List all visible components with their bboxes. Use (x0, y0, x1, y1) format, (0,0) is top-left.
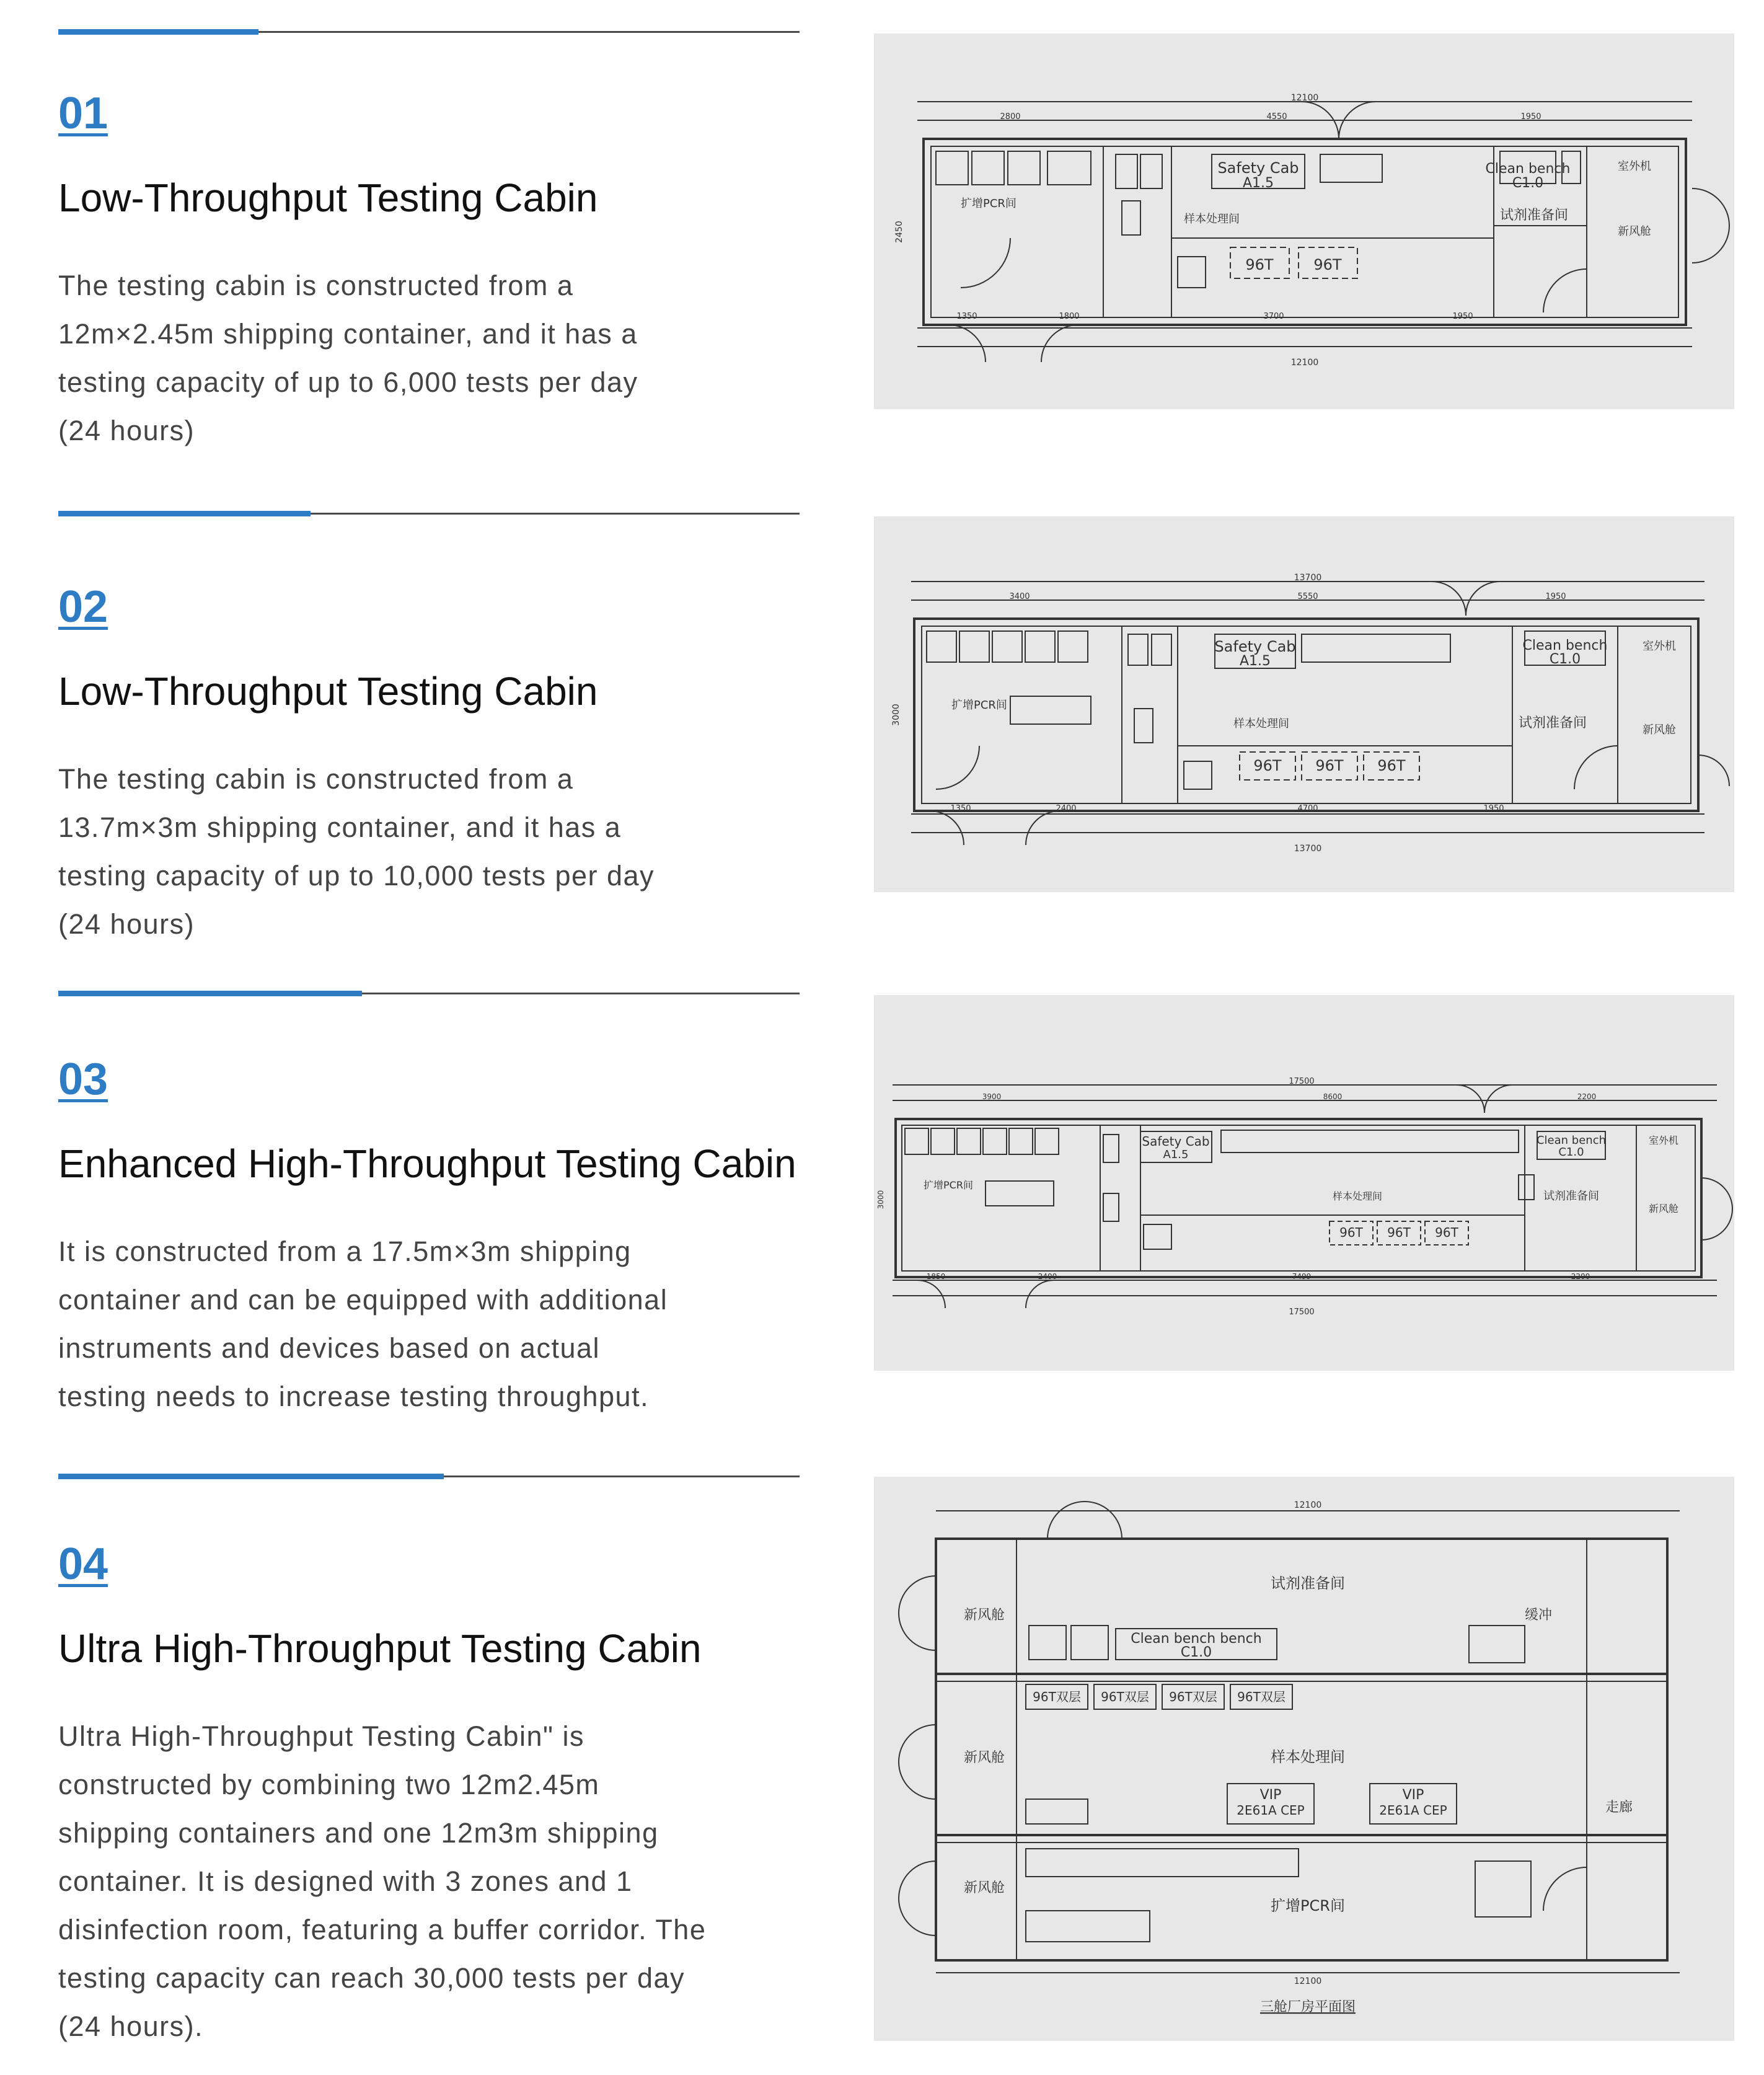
plan-label: 室外机 (1649, 1135, 1679, 1146)
description-line: (24 hours) (58, 908, 195, 940)
description-line: constructed by combining two 12m2.45m (58, 1769, 600, 1800)
description-line: testing capacity of up to 10,000 tests per day (58, 860, 655, 891)
plan-label: 96T (1435, 1225, 1458, 1240)
plan-dimension: 1800 (1059, 312, 1080, 321)
plan-label: 96T (1387, 1225, 1411, 1240)
plan-label: 新风舱 (1643, 723, 1676, 737)
plan-label: 2E61A CEP (1379, 1803, 1447, 1818)
plan-label: C1.0 (1180, 1645, 1212, 1660)
divider-accent (58, 29, 258, 35)
plan-label: 新风舱 (964, 1750, 1005, 1766)
section-number: 01 (58, 89, 108, 138)
plan-label: C1.0 (1512, 175, 1544, 191)
description-line: 12m×2.45m shipping container, and it has a (58, 318, 638, 350)
section-description (58, 1228, 740, 1421)
description-line: (24 hours) (58, 415, 195, 446)
plan-label: 走廊 (1605, 1800, 1633, 1815)
floor-plan-drawing (874, 1477, 1734, 2041)
plan-label: 96T双层 (1101, 1689, 1149, 1704)
plan-label: 试剂准备间 (1519, 715, 1587, 731)
plan-label: Safety Cab (1214, 638, 1296, 655)
plan-dimension: 13700 (1294, 573, 1322, 583)
plan-label: 96T (1315, 757, 1344, 774)
description-line: container. It is designed with 3 zones and 1 (58, 1865, 633, 1897)
floor-plan-drawing (874, 516, 1734, 892)
description-line: shipping containers and one 12m3m shipping (58, 1817, 659, 1849)
description-line: testing capacity can reach 30,000 tests per day (58, 1962, 686, 1994)
plan-label: VIP (1402, 1787, 1424, 1803)
plan-label: 样本处理间 (1333, 1190, 1383, 1202)
plan-dimension: 2200 (1571, 1272, 1590, 1281)
plan-label: 96T (1253, 757, 1282, 774)
plan-label: 室外机 (1643, 640, 1676, 653)
section-description (58, 262, 740, 455)
plan-label: 96T双层 (1169, 1689, 1217, 1704)
section-divider (58, 993, 800, 994)
description-line: Ultra High-Throughput Testing Cabin" is (58, 1720, 585, 1752)
description-line: testing needs to increase testing throughput. (58, 1381, 650, 1412)
floor-plan-image-3 (874, 995, 1734, 1371)
plan-dimension: 13700 (1294, 844, 1322, 854)
plan-label: A1.5 (1239, 653, 1271, 669)
plan-label: Clean bench (1522, 638, 1608, 653)
plan-dimension: 12100 (1294, 1500, 1322, 1510)
plan-label: Safety Cab (1217, 159, 1299, 177)
section-description (58, 1712, 740, 2051)
divider-accent (58, 1474, 444, 1479)
description-line: disinfection room, featuring a buffer corridor. The (58, 1914, 707, 1945)
plan-dimension: 5550 (1297, 592, 1318, 601)
plan-label: 室外机 (1618, 160, 1651, 173)
plan-label: C1.0 (1558, 1146, 1584, 1159)
plan-dimension: 1950 (1452, 312, 1473, 321)
floor-plan-drawing (874, 995, 1734, 1371)
plan-label: 试剂准备间 (1500, 208, 1569, 223)
plan-dimension: 3000 (876, 1190, 885, 1210)
plan-label: VIP (1259, 1787, 1282, 1803)
plan-dimension: 17500 (1289, 1307, 1315, 1317)
plan-dimension: 7499 (1292, 1272, 1312, 1281)
plan-label: 扩增PCR间 (924, 1179, 973, 1191)
plan-dimension: 1950 (1520, 112, 1541, 122)
plan-label: 试剂准备间 (1543, 1190, 1599, 1203)
section-divider (58, 31, 800, 33)
plan-label: 样本处理间 (1271, 1748, 1345, 1766)
plan-dimension: 1350 (950, 804, 971, 813)
description-line: (24 hours). (58, 2011, 204, 2042)
plan-dimension: 2400 (1056, 804, 1077, 813)
floor-plan-drawing (874, 33, 1734, 409)
plan-label: 样本处理间 (1184, 213, 1240, 226)
plan-dimension: 4550 (1266, 112, 1287, 122)
plan-label: 样本处理间 (1233, 717, 1289, 730)
section-divider (58, 513, 800, 515)
plan-dimension: 3000 (891, 704, 901, 726)
plan-label: 缓冲 (1525, 1608, 1553, 1623)
plan-dimension: 1950 (1545, 592, 1566, 601)
plan-dimension: 4700 (1297, 804, 1318, 813)
section-number: 02 (58, 582, 108, 632)
description-line: 13.7m×3m shipping container, and it has a (58, 812, 622, 843)
divider-accent (58, 991, 362, 996)
floor-plan-image-4 (874, 1477, 1734, 2041)
plan-dimension: 8600 (1323, 1092, 1343, 1101)
plan-label: 扩增PCR间 (951, 699, 1007, 712)
description-line: It is constructed from a 17.5m×3m shipping (58, 1236, 632, 1267)
plan-label: 扩增PCR间 (1271, 1897, 1345, 1914)
section-title: Ultra High-Throughput Testing Cabin (58, 1626, 702, 1671)
section-title: Low-Throughput Testing Cabin (58, 669, 598, 714)
plan-label: 试剂准备间 (1271, 1575, 1345, 1592)
description-line: testing capacity of up to 6,000 tests per day (58, 366, 638, 398)
plan-dimension: 12100 (1290, 358, 1319, 368)
plan-dimension: 2200 (1577, 1092, 1597, 1101)
floor-plan-image-2 (874, 516, 1734, 892)
plan-dimension: 12100 (1290, 93, 1319, 103)
plan-label: 新风舱 (1618, 225, 1651, 238)
plan-dimension: 2800 (1000, 112, 1021, 122)
plan-dimension: 1950 (1483, 804, 1504, 813)
plan-dimension: 17500 (1289, 1077, 1315, 1086)
plan-label: 新风舱 (964, 1608, 1005, 1623)
section-description (58, 755, 740, 949)
plan-label: 96T (1313, 256, 1342, 273)
description-line: The testing cabin is constructed from a (58, 270, 574, 301)
plan-dimension: 2400 (1038, 1272, 1057, 1281)
plan-dimension: 3900 (982, 1092, 1002, 1101)
section-number: 03 (58, 1055, 108, 1104)
plan-dimension: 1350 (956, 312, 977, 321)
section-number: 04 (58, 1539, 108, 1589)
plan-label: Clean bench bench (1131, 1631, 1262, 1647)
section-title: Enhanced High-Throughput Testing Cabin (58, 1141, 796, 1186)
plan-label: 96T (1339, 1225, 1363, 1240)
plan-label: A1.5 (1242, 175, 1274, 191)
plan-label: 新风舱 (1649, 1203, 1679, 1214)
plan-label: 2E61A CEP (1237, 1803, 1305, 1818)
floor-plan-image-1 (874, 33, 1734, 409)
plan-label: 96T双层 (1237, 1689, 1286, 1704)
plan-label: Safety Cab (1142, 1134, 1210, 1149)
plan-dimension: 3400 (1009, 592, 1030, 601)
plan-label: A1.5 (1163, 1148, 1189, 1161)
plan-label: Clean bench (1536, 1134, 1607, 1147)
plan-dimension: 3700 (1263, 312, 1284, 321)
plan-label: 96T (1245, 256, 1274, 273)
plan-caption: 三舱厂房平面图 (1259, 1999, 1356, 2015)
plan-dimension: 12100 (1294, 1976, 1322, 1986)
divider-accent (58, 511, 311, 516)
section-title: Low-Throughput Testing Cabin (58, 175, 598, 220)
section-divider (58, 1476, 800, 1477)
plan-label: C1.0 (1549, 652, 1581, 667)
description-line: instruments and devices based on actual (58, 1332, 600, 1364)
plan-label: 新风舱 (964, 1880, 1005, 1896)
plan-label: 96T (1377, 757, 1406, 774)
plan-label: Clean bench (1485, 161, 1571, 177)
description-line: The testing cabin is constructed from a (58, 763, 574, 795)
plan-dimension: 1850 (926, 1272, 946, 1281)
plan-label: 96T双层 (1033, 1689, 1081, 1704)
description-line: container and can be equipped with additional (58, 1284, 668, 1316)
plan-label: 扩增PCR间 (961, 197, 1017, 210)
plan-dimension: 2450 (894, 221, 904, 243)
